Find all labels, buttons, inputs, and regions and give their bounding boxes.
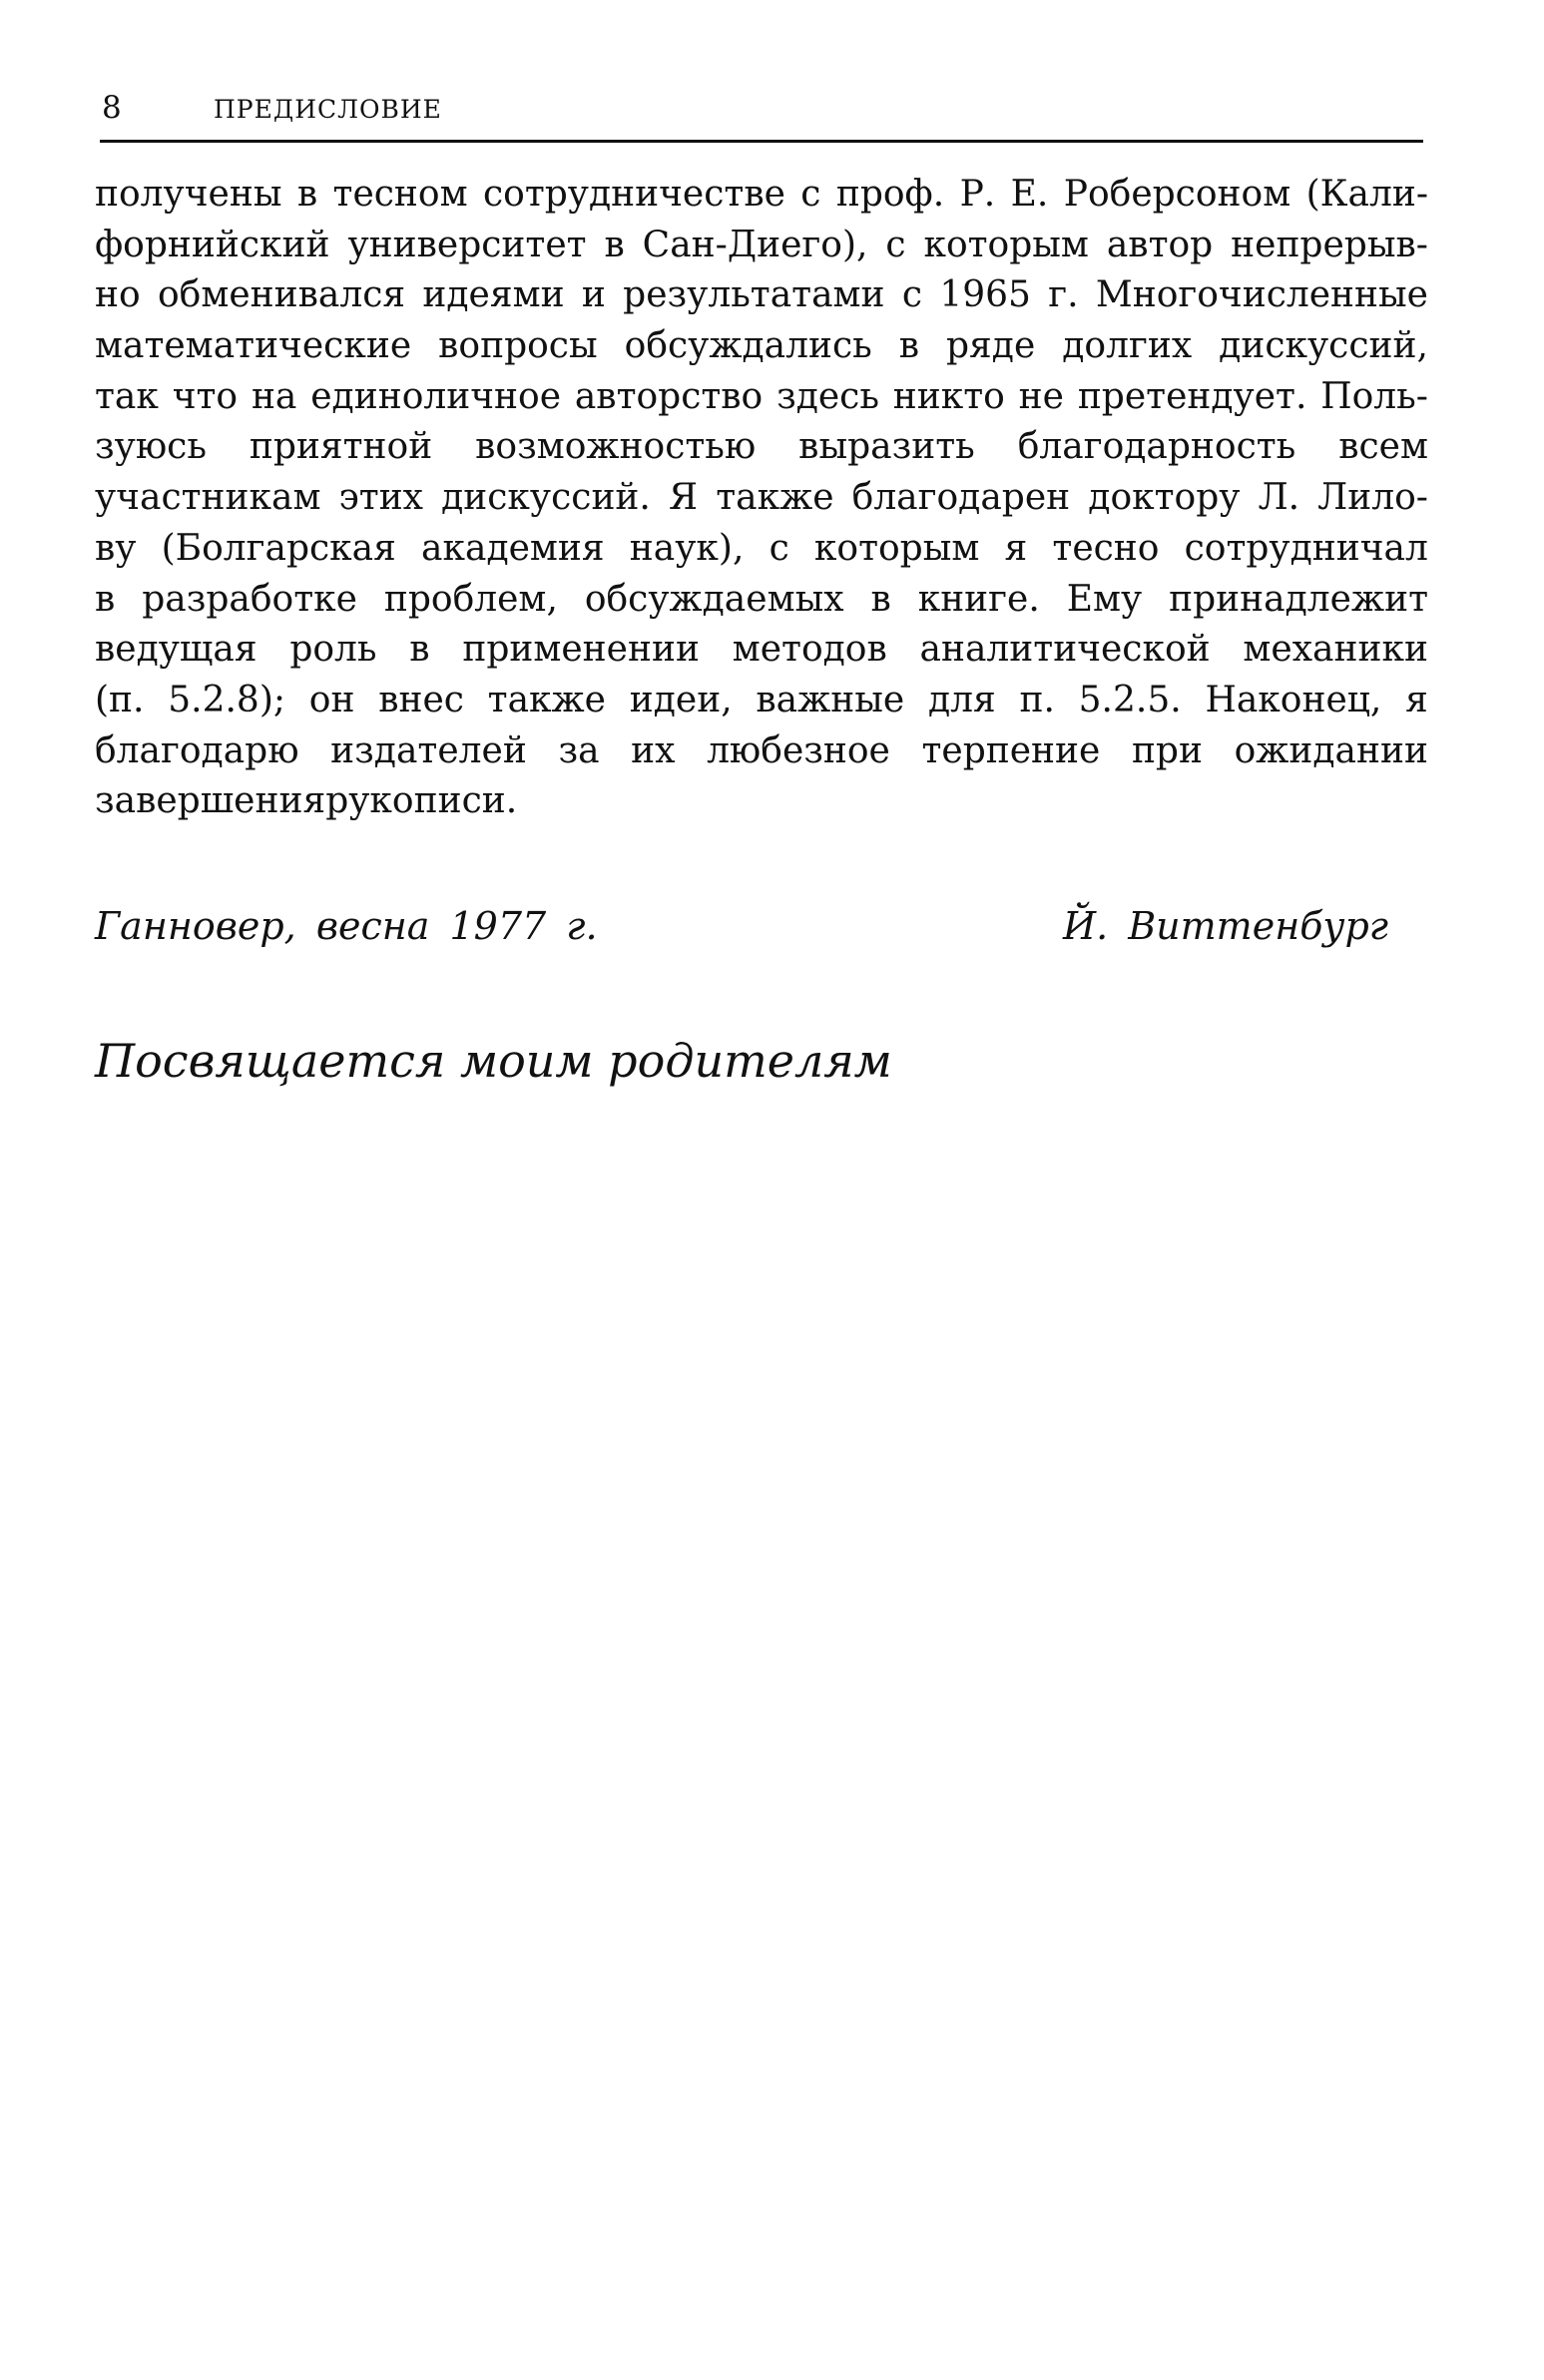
- word: также: [487, 679, 606, 720]
- word: результатами: [623, 274, 885, 316]
- word: Роберсоном: [1063, 174, 1291, 215]
- section-title: ПРЕДИСЛОВИЕ: [214, 95, 442, 124]
- word: важные: [756, 679, 905, 720]
- place-and-date: Ганновер, весна 1977 г.: [95, 904, 598, 948]
- word: здесь: [776, 375, 879, 417]
- word: автор: [1106, 224, 1214, 265]
- word: принадлежит: [1169, 578, 1428, 620]
- word: обсуждались: [624, 325, 872, 367]
- word: рукописи.: [325, 780, 518, 822]
- word: завершения: [95, 780, 326, 822]
- word: п.: [1019, 679, 1055, 720]
- text-line: [95, 625, 1428, 676]
- preface-paragraph: [95, 170, 1428, 827]
- word: с: [800, 174, 821, 215]
- word: тесном: [332, 174, 468, 215]
- word: и: [581, 274, 606, 316]
- word: непрерыв-: [1231, 224, 1428, 265]
- word: в: [604, 224, 625, 265]
- word: механики: [1243, 629, 1428, 671]
- text-line: [95, 473, 1428, 524]
- word: авторство: [574, 375, 764, 417]
- word: я: [1405, 679, 1428, 720]
- word: г.: [1048, 274, 1079, 316]
- word: применении: [462, 629, 700, 671]
- word: не: [1018, 375, 1064, 417]
- word: Поль-: [1320, 375, 1428, 417]
- author-signature: Й. Виттенбург: [1062, 904, 1388, 948]
- running-head: [100, 88, 1423, 143]
- word: их: [631, 729, 676, 771]
- word: (п.: [95, 679, 145, 720]
- word: идеи,: [629, 679, 733, 720]
- word: ожидании: [1234, 729, 1428, 771]
- text-line: [95, 422, 1428, 473]
- word: университет: [347, 224, 587, 265]
- word: при: [1131, 729, 1203, 771]
- word: академия: [421, 527, 605, 569]
- word: 5.2.5.: [1078, 679, 1182, 720]
- word: всем: [1338, 426, 1428, 468]
- word: ведущая: [95, 629, 257, 671]
- word: обсуждаемых: [584, 578, 844, 620]
- word: аналитической: [919, 629, 1211, 671]
- word: так: [95, 375, 159, 417]
- word: что: [172, 375, 239, 417]
- word: он: [308, 679, 355, 720]
- word: издателей: [330, 729, 527, 771]
- word: также: [716, 477, 834, 519]
- word: проблем,: [383, 578, 558, 620]
- word: благодарю: [95, 729, 299, 771]
- word: (Болгарская: [161, 527, 396, 569]
- word: вопросы: [438, 325, 598, 367]
- word: доктору: [1088, 477, 1241, 519]
- signature-line: [95, 896, 1388, 956]
- word: книге.: [917, 578, 1040, 620]
- word: сотрудничал: [1184, 527, 1428, 569]
- word: Р.: [959, 174, 996, 215]
- text-line: [95, 321, 1428, 372]
- word: зуюсь: [95, 426, 207, 468]
- word: которым: [813, 527, 980, 569]
- word: терпение: [921, 729, 1101, 771]
- word: благодарность: [1017, 426, 1296, 468]
- word: за: [558, 729, 600, 771]
- word: дискуссий,: [1219, 325, 1428, 367]
- word: в: [95, 578, 116, 620]
- word: Л.: [1258, 477, 1300, 519]
- word: этих: [338, 477, 423, 519]
- word: ву: [95, 527, 137, 569]
- word: методов: [732, 629, 887, 671]
- word: Сан-Диего),: [642, 224, 868, 265]
- word: 1965: [939, 274, 1031, 316]
- word: возможностью: [475, 426, 757, 468]
- word: с: [769, 527, 789, 569]
- word: роль: [289, 629, 377, 671]
- word: благодарен: [851, 477, 1071, 519]
- word: Я: [669, 477, 699, 519]
- word: участникам: [95, 477, 321, 519]
- page-number: 8: [102, 90, 122, 126]
- word: с: [885, 224, 906, 265]
- word: математические: [95, 325, 412, 367]
- word: единоличное: [310, 375, 562, 417]
- word: в: [898, 325, 919, 367]
- word: дискуссий.: [441, 477, 651, 519]
- word: в: [296, 174, 318, 215]
- word: приятной: [249, 426, 433, 468]
- text-line: [95, 776, 1428, 827]
- text-line: [95, 372, 1428, 423]
- text-line: [95, 170, 1428, 221]
- word: на: [251, 375, 297, 417]
- word: никто: [892, 375, 1005, 417]
- word: тесно: [1052, 527, 1160, 569]
- word: Е.: [1010, 174, 1049, 215]
- word: ряде: [946, 325, 1036, 367]
- word: в: [870, 578, 891, 620]
- word: 5.2.8);: [168, 679, 286, 720]
- word: получены: [95, 174, 282, 215]
- text-line: [95, 726, 1428, 777]
- word: в: [409, 629, 430, 671]
- text-line: [95, 676, 1428, 726]
- word: я: [1004, 527, 1028, 569]
- word: наук),: [629, 527, 745, 569]
- word: проф.: [835, 174, 945, 215]
- word: Многочисленные: [1095, 274, 1428, 316]
- word: форнийский: [95, 224, 330, 265]
- word: выразить: [798, 426, 975, 468]
- word: которым: [923, 224, 1089, 265]
- dedication: Посвящается моим родителям: [95, 1034, 892, 1088]
- word: разработке: [142, 578, 357, 620]
- word: Наконец,: [1205, 679, 1382, 720]
- word: любезное: [707, 729, 890, 771]
- word: для: [927, 679, 996, 720]
- word: (Кали-: [1305, 174, 1428, 215]
- word: внес: [378, 679, 464, 720]
- text-line: [95, 575, 1428, 626]
- word: но: [95, 274, 141, 316]
- word: Лило-: [1317, 477, 1428, 519]
- word: долгих: [1062, 325, 1193, 367]
- text-line: [95, 524, 1428, 575]
- word: претендует.: [1077, 375, 1307, 417]
- word: Ему: [1066, 578, 1143, 620]
- text-line: [95, 270, 1428, 321]
- word: с: [901, 274, 923, 316]
- word: идеями: [422, 274, 565, 316]
- word: обменивался: [157, 274, 406, 316]
- text-line: [95, 221, 1428, 271]
- word: сотрудничестве: [483, 174, 785, 215]
